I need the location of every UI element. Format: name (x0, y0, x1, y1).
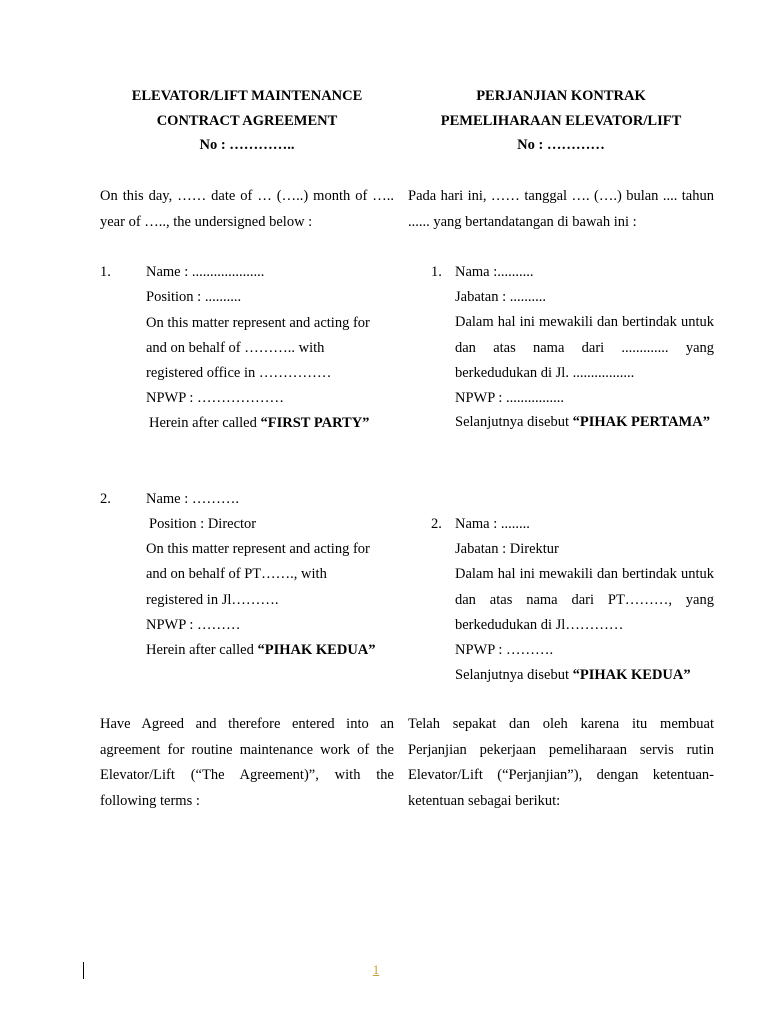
english-party-2-npwp: NPWP : ……… (146, 617, 241, 633)
indonesian-party-1-called-name: “PIHAK PERTAMA” (572, 414, 710, 430)
english-intro: On this day, …… date of … (…..) month of ….. year of ….., the undersigned below : (100, 188, 394, 230)
indonesian-party-1-npwp: NPWP : ................ (455, 390, 565, 406)
indonesian-party-1-called-prefix: Selanjutnya disebut (455, 414, 573, 430)
english-contract-number: No : ………….. (199, 137, 295, 153)
english-party-1-called (149, 415, 369, 432)
indonesian-party-2-represent: Dalam hal ini mewakili dan bertindak untuk dan atas nama dari PT………, yang berkedudukan di Jl………… (455, 566, 714, 633)
indonesian-party-2-position: Jabatan : Direktur (455, 541, 559, 557)
english-party-1-name: Name : .................... (146, 264, 265, 280)
english-party-1-called-name: “FIRST PARTY” (260, 415, 370, 431)
english-party-2-name: Name : ………. (146, 491, 240, 507)
english-party-1-represent-line2: and on behalf of ……….. with (146, 340, 325, 356)
english-party-2-represent-line2: and on behalf of PT……., with (146, 566, 327, 582)
english-party-1-number: 1. (100, 264, 111, 280)
indonesian-party-1-position: Jabatan : .......... (455, 289, 547, 305)
indonesian-party-1-called (455, 410, 714, 436)
english-party-1-position: Position : .......... (146, 289, 242, 305)
indonesian-party-1-represent: Dalam hal ini mewakili dan bertindak untuk dan atas nama dari ............. yang berkedudukan di Jl. ................. (455, 314, 714, 381)
english-title (100, 84, 394, 158)
indonesian-party-2-called (455, 667, 691, 684)
english-party-1-npwp: NPWP : ……………… (146, 390, 285, 406)
english-party-2-called-name: “PIHAK KEDUA” (257, 642, 376, 658)
english-party-2-position: Position : Director (149, 516, 257, 532)
indonesian-title-line2: PEMELIHARAAN ELEVATOR/LIFT (440, 112, 682, 129)
english-party-1-represent-line1: On this matter represent and acting for (146, 315, 370, 331)
english-party-2-represent-line1: On this matter represent and acting for (146, 541, 370, 557)
english-party-2-number: 2. (100, 491, 111, 507)
indonesian-party-1-number: 1. (431, 264, 442, 280)
english-party-1-called-prefix: Herein after called (149, 415, 261, 431)
english-title-line2: CONTRACT AGREEMENT (156, 112, 338, 129)
indonesian-title (408, 84, 714, 158)
indonesian-closing: Telah sepakat dan oleh karena itu membuat Perjanjian pekerjaan pemeliharaan servis rutin Elevator/Lift (“Perjanjian”), dengan ketentuan-ketentuan sebagai berikut: (408, 716, 714, 809)
english-closing: Have Agreed and therefore entered into an agreement for routine maintenance work of the Elevator/Lift (“The Agreement)”, with the following terms : (100, 716, 394, 809)
indonesian-party-2-npwp: NPWP : ………. (455, 642, 554, 658)
indonesian-party-2-called-prefix: Selanjutnya disebut (455, 667, 573, 683)
english-party-1-represent-line3: registered office in …………… (146, 365, 332, 381)
english-title-line1: ELEVATOR/LIFT MAINTENANCE (131, 88, 363, 104)
indonesian-title-line1: PERJANJIAN KONTRAK (476, 88, 646, 104)
page-number[interactable]: 1 (372, 962, 380, 977)
english-party-2-represent-line3: registered in Jl………. (146, 592, 279, 608)
indonesian-contract-number: No : ………… (517, 137, 605, 153)
english-party-2-called (146, 642, 376, 659)
indonesian-intro: Pada hari ini, …… tanggal …. (….) bulan .... tahun ...... yang bertandatangan di bawah ini : (408, 188, 714, 230)
indonesian-party-2-name: Nama : ........ (455, 516, 530, 532)
indonesian-party-2-called-name: “PIHAK KEDUA” (572, 667, 691, 683)
indonesian-party-1-name: Nama :.......... (455, 264, 534, 280)
revision-margin-bar (83, 962, 84, 979)
indonesian-party-2-number: 2. (431, 516, 442, 532)
english-party-2-called-prefix: Herein after called (146, 642, 258, 658)
